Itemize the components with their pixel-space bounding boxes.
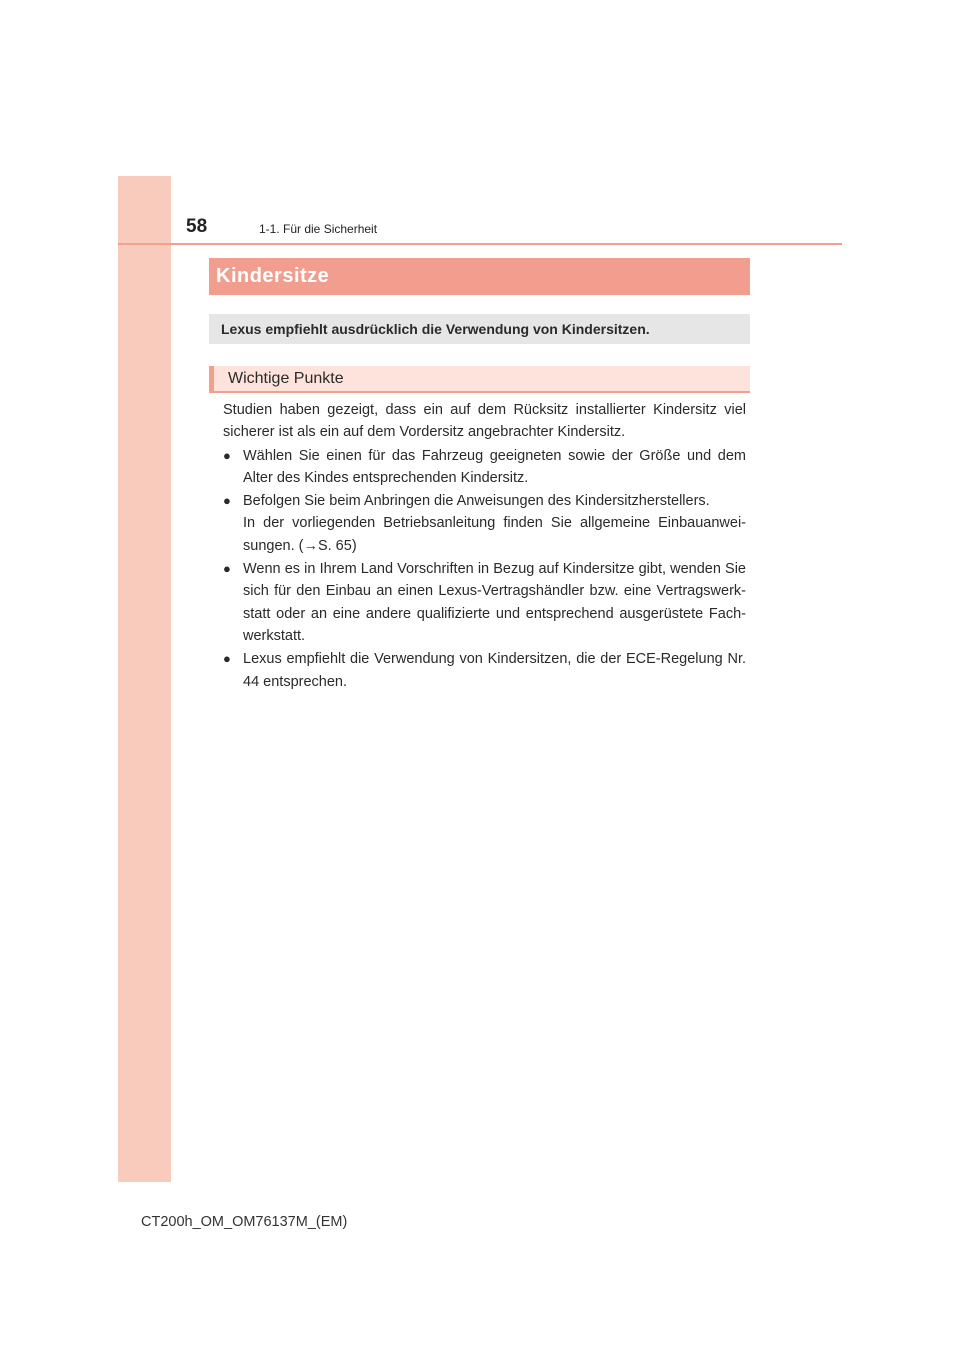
list-item-text: Wählen Sie einen für das Fahrzeug geeigneten sowie der Größe und dem Alter des Kindes entsprechenden Kindersitz.: [243, 447, 746, 486]
bullet-list: [223, 445, 746, 693]
bullet-icon: ●: [223, 561, 231, 577]
section-title: Kindersitze: [216, 265, 330, 287]
intro-box: Lexus empfiehlt ausdrücklich die Verwendung von Kindersitzen.: [209, 314, 750, 344]
list-item: [223, 490, 746, 557]
subheading: Wichtige Punkte: [209, 366, 750, 393]
body-text: [223, 399, 746, 693]
list-item-text: Wenn es in Ihrem Land Vorschriften in Bezug auf Kindersitze gibt, wenden Sie sich für den Einbau an einen Lexus-Vertragshändler bzw. eine Vertragswerk-statt oder an eine andere qualifizierte und entsprechend ausgerüstete Fach-werkstatt.: [243, 561, 746, 644]
intro-paragraph: Studien haben gezeigt, dass ein auf dem Rücksitz installierter Kindersitz viel sicherer ist als ein auf dem Vordersitz angebrachter Kindersitz.: [223, 402, 746, 441]
list-item-text: Befolgen Sie beim Anbringen die Anweisungen des Kindersitzherstellers.: [243, 493, 710, 510]
bullet-icon: ●: [223, 447, 231, 463]
side-tab-band: [118, 176, 171, 1182]
header-divider: [118, 243, 842, 245]
list-item-note: In der vorliegenden Betriebsanleitung finden Sie allgemeine Einbauanwei-sungen. (→S. 65): [243, 515, 746, 554]
section-reference: 1-1. Für die Sicherheit: [259, 222, 378, 236]
bullet-icon: ●: [223, 493, 231, 509]
list-item-text: Lexus empfiehlt die Verwendung von Kindersitzen, die der ECE-Regelung Nr. 44 entsprechen.: [243, 651, 746, 690]
list-item: [223, 445, 746, 490]
bullet-icon: ●: [223, 651, 231, 667]
list-item: [223, 648, 746, 693]
document-code: CT200h_OM_OM76137M_(EM): [141, 1214, 348, 1230]
list-item: [223, 558, 746, 647]
page-number: 58: [186, 216, 208, 237]
section-title-bar: [209, 258, 750, 295]
